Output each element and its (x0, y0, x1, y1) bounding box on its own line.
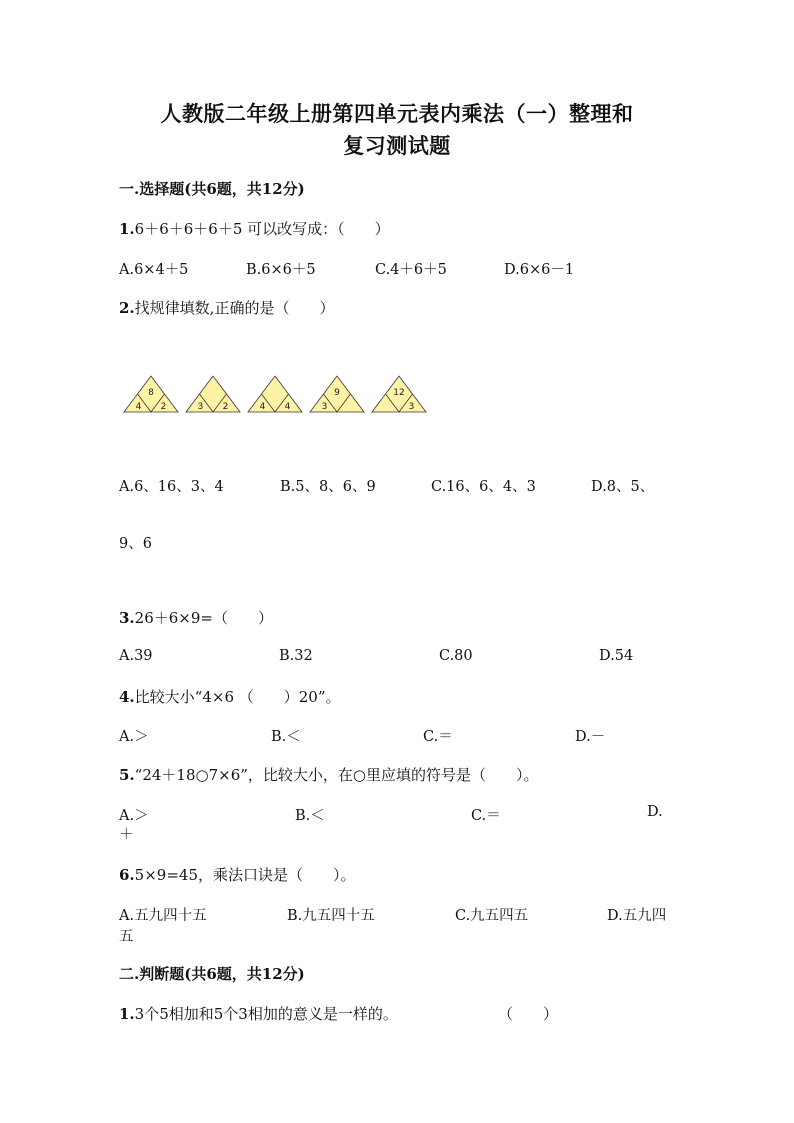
question-6 (119, 864, 355, 885)
number-triangle (310, 376, 364, 412)
option-c[interactable]: C.16、6、4、3 (431, 479, 536, 495)
option-a[interactable]: A.39 (119, 648, 153, 664)
option-b[interactable]: B.32 (279, 648, 313, 664)
question-number: 5. (119, 766, 135, 784)
triangle-left-number: 4 (259, 402, 266, 412)
question-number: 6. (119, 866, 135, 884)
number-triangle (372, 376, 426, 412)
option-a[interactable]: A.＞ (119, 808, 149, 824)
option-b[interactable]: B.＜ (271, 729, 301, 745)
question-text: 比较大小“4×6 （ ）20”。 (134, 688, 341, 706)
triangle-right-number: 2 (160, 402, 167, 412)
question-3 (119, 607, 273, 628)
section-heading-choice: 一.选择题(共6题，共12分) (119, 180, 305, 198)
option-b[interactable]: B.＜ (295, 808, 325, 824)
question-number: 2. (119, 299, 135, 317)
triangle-left-number: 3 (197, 402, 204, 412)
page-title-line2: 复习测试题 (343, 133, 451, 158)
option-d[interactable]: D.五九四 (607, 908, 667, 924)
number-triangle-pattern (118, 372, 438, 418)
triangle-top-number: 8 (148, 388, 154, 398)
question-number: 4. (119, 688, 135, 706)
option-d-continued: 9、6 (119, 536, 152, 552)
option-d[interactable]: D.8、5、 (591, 479, 655, 495)
option-b[interactable]: B.5、8、6、9 (280, 479, 376, 495)
option-a[interactable]: A.6、16、3、4 (119, 479, 224, 495)
number-triangle (186, 376, 240, 412)
triangle-right-number: 3 (408, 402, 415, 412)
number-triangle (248, 376, 302, 412)
question-number: 3. (119, 609, 135, 627)
page-title-line1: 人教版二年级上册第四单元表内乘法（一）整理和 (160, 101, 634, 126)
question-text: 26＋6×9=（ ） (134, 609, 273, 627)
option-c[interactable]: C.九五四五 (455, 908, 529, 924)
triangle-right-number: 4 (284, 402, 291, 412)
option-a[interactable]: A.6×4＋5 (119, 262, 189, 278)
question-5 (119, 764, 539, 785)
question-text: 5×9=45，乘法口诀是（ ）。 (134, 866, 356, 884)
question-number: 1. (119, 220, 135, 238)
option-d-continued: ＋ (119, 827, 134, 843)
option-d[interactable]: D.－ (575, 729, 606, 745)
number-triangle (124, 376, 178, 412)
question-text: 找规律填数,正确的是（ ） (134, 299, 335, 317)
option-d[interactable]: D.6×6－1 (504, 262, 575, 278)
triangle-outline (186, 376, 240, 412)
triangle-top-number: 9 (334, 388, 340, 398)
triangle-left-number: 4 (135, 402, 142, 412)
option-b[interactable]: B.九五四十五 (287, 908, 375, 924)
question-text: “24＋18○7×6”，比较大小，在○里应填的符号是（ ）。 (134, 766, 539, 784)
triangle-left-number: 3 (321, 402, 328, 412)
option-d[interactable]: D.54 (599, 648, 634, 664)
option-d[interactable]: D. (647, 804, 663, 820)
option-a[interactable]: A.五九四十五 (119, 908, 207, 924)
answer-parenthesis[interactable]: （ ） (498, 1005, 559, 1023)
triangle-top-number: 12 (393, 388, 405, 398)
section-heading-judgment: 二.判断题(共6题，共12分) (119, 965, 305, 983)
option-a[interactable]: A.＞ (119, 729, 149, 745)
question-number: 1. (119, 1005, 135, 1023)
option-c[interactable]: C.＝ (471, 808, 501, 824)
triangle-outline (248, 376, 302, 412)
question-text: 3个5相加和5个3相加的意义是一样的。 (134, 1005, 398, 1023)
question-2 (119, 297, 334, 318)
option-d-continued: 五 (119, 929, 134, 945)
question-text: 6＋6＋6＋6＋5 可以改写成：（ ） (134, 220, 390, 238)
option-b[interactable]: B.6×6＋5 (246, 262, 316, 278)
question-4 (119, 686, 341, 707)
judgment-1 (119, 1003, 398, 1024)
triangle-right-number: 2 (222, 402, 229, 412)
option-c[interactable]: C.4＋6＋5 (375, 262, 447, 278)
option-c[interactable]: C.＝ (423, 729, 453, 745)
option-c[interactable]: C.80 (439, 648, 473, 664)
question-1 (119, 218, 390, 239)
